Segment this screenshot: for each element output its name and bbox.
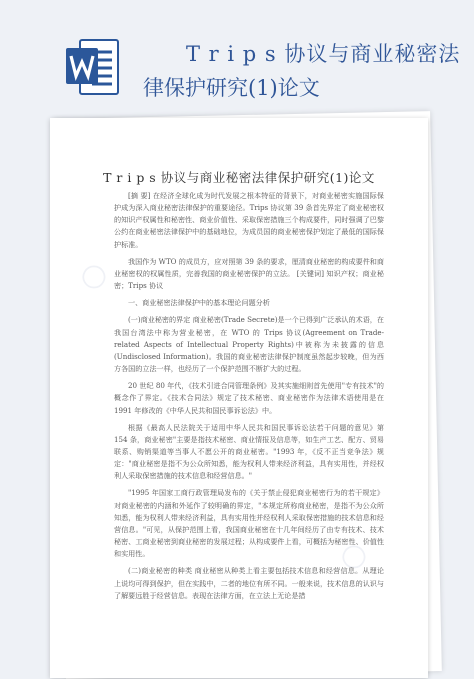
body-paragraph: "1995 年国家工商行政管理局发布的《关于禁止侵犯商业秘密行为的若干规定》对商业秘密的内涵和外延作了较明确的界定，"本规定所称商业秘密，是指不为公众所知悉，能为权利人带来经济利益，具有实用性并经权利人采取保密措施的技术信息和经营信息。"可见，从保护范围上看，我国商业秘密在十几年间经历了由专有技术、技术秘密、工商业秘密到商业秘密的发展过程；从构成要件上看，可概括为秘密性、价值性和实用性。	[114, 488, 384, 559]
word-document-icon	[66, 38, 120, 96]
page-title-line1: T r i p s 协议与商业秘密法	[186, 42, 461, 66]
watermark: ○	[333, 533, 374, 578]
section-heading: 一、商业秘密法律保护中的基本理论问题分析	[128, 298, 270, 308]
body-paragraph: 我国作为 WTO 的成员方，应对照第 39 条的要求，厘清商业秘密的构成要件和商业秘密权的权属性质，完善我国的商业秘密保护的立法。 [关键词] 知识产权；商业秘密；Trips 协议	[114, 256, 384, 291]
body-paragraph: 20 世纪 80 年代，《技术引进合同管理条例》及其实施细则首先使用"专有技术"的概念作了界定。《技术合同法》规定了技术秘密、商业秘密作为法律术语使用是在 1991 年修改的《中华人民共和国民事诉讼法》中。	[114, 381, 384, 415]
watermark: ○	[73, 253, 114, 298]
document-body	[114, 190, 384, 607]
body-paragraph: (二)商业秘密的种类 商业秘密从种类上看主要包括技术信息和经营信息。从理论上说均可得到保护，但在实践中，二者的地位有所不同。一般来说，技术信息的认识与了解要远胜于经营信息。表现在法律方面，在立法上无论是措	[114, 566, 384, 600]
page-title-line2: 律保护研究(1)论文	[143, 76, 320, 100]
body-paragraph: (一)商业秘密的界定 商业秘密(Trade Secrete)是一个已得到广泛承认的术语，在我国台湾法中称为营业秘密，在 WTO 的 Trips 协议(Agreement on Trade-related Aspects of Intellectual Property Rights)中被称为未披露的信息(Undisclosed Information)。我国的商业秘密法律保护制度虽然起步较晚，但为西方各国的立法一样，也经历了一个保护范围不断扩大的过程。	[114, 315, 384, 374]
document-title: T r i p s 协议与商业秘密法律保护研究(1)论文	[103, 170, 375, 185]
body-paragraph: 根据《最高人民法院关于适用中华人民共和国民事诉讼法若干问题的意见》第 154 条，商业秘密"主要是指技术秘密、商业情报及信息等，如生产工艺、配方、贸易联系、购销渠道等当事人不愿公开的商业秘密。"1993 年，《反不正当竞争法》规定："商业秘密是指不为公众所知悉，能为权利人带来经济利益，具有实用性，并经权利人采取保密措施的技术信息和经营信息。"	[114, 422, 384, 481]
abstract-paragraph: [摘 要] 在经济全球化成为时代发展之根本特征的背景下，对商业秘密实施国际保护成为深入商业秘密法律保护的重要途径。Trips 协议第 39 条首先界定了商业秘密权的知识产权属性和秘密性、商业价值性、采取保密措施三个构成要件，同时强调了巴黎公约在商业秘密法律保护中的基础地位，为成员国的商业秘密保护划定了最低的国际保护标准。	[114, 191, 384, 249]
document-page	[50, 118, 428, 678]
